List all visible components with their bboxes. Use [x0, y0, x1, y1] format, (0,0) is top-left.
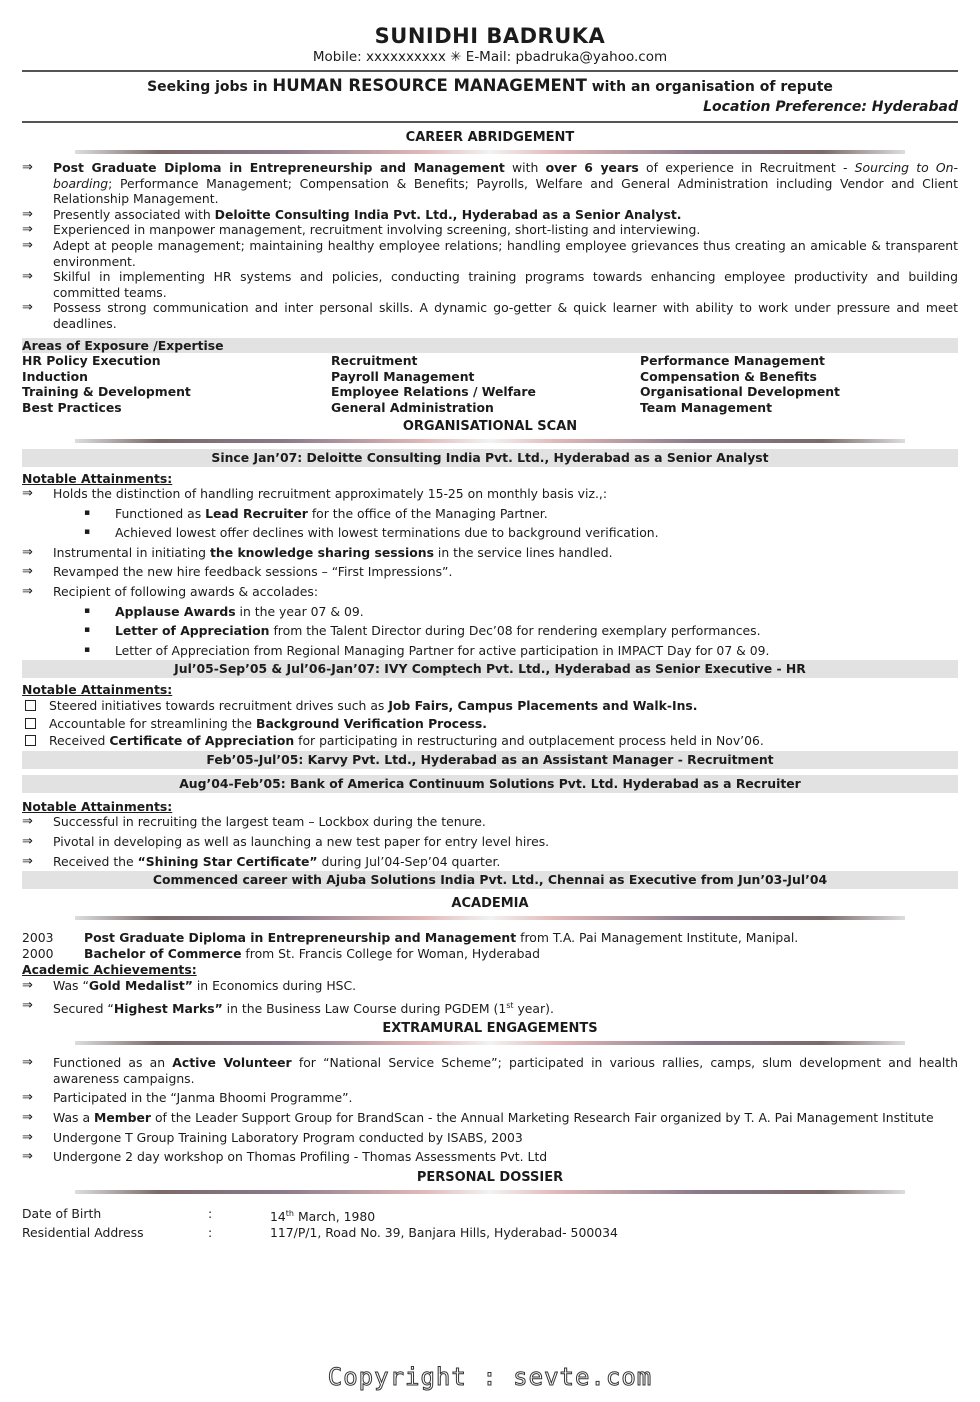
academia-text: in Economics during HSC. [192, 977, 357, 993]
career-text: Possess strong communication and inter personal skills. A dynamic go-getter & quick learner with ability to work under pressure and meet deadlines. [53, 300, 958, 331]
bullet-icon: ▪ [84, 527, 91, 538]
checkbox-icon [25, 735, 36, 746]
expertise-item: General Administration [331, 399, 494, 415]
academia-text: in the Business Law Course during PGDEM (1 [222, 1000, 507, 1016]
org-text: for the office of the Managing Partner. [307, 505, 548, 521]
extramural-text: of the Leader Support Group for BrandScan - the Annual Marketing Research Fair organized by T. A. Pai Management Institute [151, 1110, 934, 1126]
arrow-icon: ⇒ [22, 237, 33, 253]
academia-text: Highest Marks” [113, 1000, 223, 1016]
career-text: Skilful in implementing HR systems and policies, conducting training programs towards enhancing employee productivity and building committed teams. [53, 269, 958, 300]
arrow-icon: ⇒ [22, 160, 33, 175]
bullet-icon: ▪ [84, 644, 91, 655]
degree-row [22, 930, 958, 946]
org-text: “Shining Star Certificate” [137, 853, 318, 869]
expertise-item: Performance Management [640, 353, 825, 369]
org-text: Successful in recruiting the largest team – Lockbox during the tenure. [53, 814, 486, 830]
expertise-grid [22, 353, 958, 415]
career-text: ; Performance Management; Compensation & Benefits; Payrolls, Welfare and General Administration including Vendor and Client Relationship Management. [53, 175, 958, 207]
list-item [22, 1149, 958, 1165]
degree-year: 2000 [22, 945, 54, 961]
arrow-icon: ⇒ [22, 1149, 33, 1165]
arrow-icon: ⇒ [22, 977, 33, 993]
section-divider [75, 916, 905, 920]
contact-line: Mobile: xxxxxxxxxx ✳ E-Mail: pbadruka@yahoo.com [312, 49, 668, 65]
career-section-title: CAREER ABRIDGEMENT [405, 130, 575, 145]
bullet-icon: ▪ [84, 605, 91, 616]
expertise-item: Induction [22, 368, 88, 384]
list-item [22, 160, 958, 207]
org-text: Job Fairs, Campus Placements and Walk-Ins. [388, 698, 698, 714]
degree-year: 2003 [22, 930, 54, 946]
org-text: Applause Awards [115, 603, 236, 619]
sub-item [22, 643, 958, 659]
job-bar: Jul’05-Sep’05 & Jul’06-Jan’07: IVY Comptech Pvt. Ltd., Hyderabad as Senior Executive - HR [22, 660, 958, 678]
arrow-icon: ⇒ [22, 1055, 33, 1071]
academia-text: year). [513, 1000, 554, 1016]
dob-suffix: th [285, 1208, 294, 1218]
extramural-text: Undergone 2 day workshop on Thomas Profiling - Thomas Assessments Pvt. Ltd [53, 1149, 548, 1165]
dob-day: 14 [270, 1208, 286, 1224]
location-divider [22, 121, 958, 123]
dob-rest: March, 1980 [294, 1208, 376, 1224]
list-item [22, 854, 958, 870]
arrow-icon: ⇒ [22, 584, 33, 600]
extramural-text: Functioned as an [53, 1055, 173, 1071]
academia-text: Secured “ [53, 1000, 114, 1016]
org-text: Recipient of following awards & accolades: [53, 584, 319, 600]
checkbox-icon [25, 718, 36, 729]
arrow-icon: ⇒ [22, 853, 33, 869]
arrow-icon: ⇒ [22, 544, 33, 560]
notable-heading: Notable Attainments: [22, 798, 173, 814]
org-text: Lead Recruiter [205, 505, 308, 521]
degree-text: from St. Francis College for Woman, Hyderabad [241, 945, 540, 961]
header-divider [22, 70, 958, 72]
arrow-icon: ⇒ [22, 269, 33, 285]
arrow-icon: ⇒ [22, 222, 33, 238]
notable-heading: Notable Attainments: [22, 682, 173, 698]
org-text: for participating in restructuring and outplacement process held in Nov’06. [294, 733, 764, 749]
expertise-heading: Areas of Exposure /Expertise [22, 338, 958, 354]
section-divider [75, 1190, 905, 1194]
extramural-text: Participated in the “Janma Bhoomi Programme”. [53, 1090, 353, 1106]
career-text: over 6 years [545, 160, 639, 175]
list-item [22, 733, 958, 749]
career-text: Post Graduate Diploma in Entrepreneurship and Management [53, 160, 505, 175]
extramural-text: Active Volunteer [172, 1055, 292, 1071]
list-item [22, 1130, 958, 1146]
list-item [22, 1055, 958, 1086]
list-item [22, 207, 958, 223]
sub-item [22, 623, 958, 639]
org-text: Letter of Appreciation from Regional Managing Partner for active participation in IMPACT Day for 07 & 09. [115, 642, 770, 658]
extramural-text: Member [93, 1110, 152, 1126]
org-section-title: ORGANISATIONAL SCAN [402, 418, 578, 434]
arrow-icon: ⇒ [22, 834, 33, 849]
list-item [22, 814, 958, 830]
arrow-icon: ⇒ [22, 486, 33, 502]
org-text: Accountable for streamlining the [49, 715, 256, 731]
sub-item [22, 525, 958, 541]
job-bar: Commenced career with Ajuba Solutions India Pvt. Ltd., Chennai as Executive from Jun’03-Jul’04 [22, 871, 958, 889]
section-divider [75, 439, 905, 443]
org-text: Letter of Appreciation [115, 623, 270, 639]
candidate-name: SUNIDHI BADRUKA [374, 24, 606, 48]
org-text: the knowledge sharing sessions [209, 544, 434, 560]
org-text: in the year 07 & 09. [235, 603, 364, 619]
location-preference: Location Preference: Hyderabad [703, 99, 958, 115]
extramural-text: Undergone T Group Training Laboratory Program conducted by ISABS, 2003 [53, 1129, 523, 1145]
personal-section-title: PERSONAL DOSSIER [416, 1169, 564, 1185]
seeking-field: HUMAN RESOURCE MANAGEMENT [272, 76, 587, 95]
org-text: in the service lines handled. [433, 544, 613, 560]
org-text: Background Verification Process. [256, 715, 487, 731]
job-bar: Feb’05-Jul’05: Karvy Pvt. Ltd., Hyderabad as an Assistant Manager - Recruitment [22, 751, 958, 769]
list-item [22, 269, 958, 300]
org-text: Functioned as [115, 505, 206, 521]
job-bar: Since Jan’07: Deloitte Consulting India Pvt. Ltd., Hyderabad as a Senior Analyst [22, 449, 958, 467]
degree-name: Post Graduate Diploma in Entrepreneurship and Management [84, 930, 517, 946]
expertise-item: Training & Development [22, 384, 191, 400]
career-text: Adept at people management; maintaining healthy employee relations; handling employee grievances thus creating an amicable & transparent environment. [53, 237, 958, 269]
seeking-suffix: with an organisation of repute [586, 79, 833, 95]
org-text: Achieved lowest offer declines with lowest terminations due to background verification. [115, 525, 659, 541]
colon: : [208, 1224, 213, 1240]
checkbox-icon [25, 700, 36, 711]
expertise-item: Recruitment [331, 353, 418, 369]
resume-page [22, 0, 958, 1240]
org-text: Certificate of Appreciation [109, 733, 295, 749]
arrow-icon: ⇒ [22, 206, 33, 222]
academia-text: Gold Medalist” [88, 977, 193, 993]
section-divider [75, 1041, 905, 1045]
degree-row [22, 946, 958, 962]
org-text: Revamped the new hire feedback sessions – “First Impressions”. [53, 564, 453, 580]
dob-label: Date of Birth [22, 1205, 102, 1221]
arrow-icon: ⇒ [22, 1110, 33, 1126]
sub-item [22, 604, 958, 620]
org-text: Steered initiatives towards recruitment drives such as [49, 698, 389, 714]
sub-item [22, 506, 958, 522]
list-item [22, 998, 958, 1017]
org-text: during Jul’04-Sep’04 quarter. [317, 853, 501, 869]
expertise-item: Compensation & Benefits [640, 368, 817, 384]
expertise-item: Employee Relations / Welfare [331, 384, 536, 400]
degree-text: from T.A. Pai Management Institute, Manipal. [516, 930, 799, 946]
address-label: Residential Address [22, 1224, 144, 1240]
arrow-icon: ⇒ [22, 1129, 33, 1145]
arrow-icon: ⇒ [22, 1090, 33, 1106]
career-text: Deloitte Consulting India Pvt. Ltd., Hyderabad as a Senior Analyst. [214, 206, 682, 222]
bullet-icon: ▪ [84, 507, 91, 518]
list-item [22, 716, 958, 732]
org-text: Instrumental in initiating [53, 544, 210, 560]
academia-text: Was “ [53, 977, 89, 993]
expertise-item: Best Practices [22, 399, 122, 415]
seeking-line [22, 76, 958, 97]
arrow-icon: ⇒ [22, 564, 33, 580]
academia-section-title: ACADEMIA [451, 896, 529, 912]
org-text: Received the [53, 853, 138, 869]
academic-achievements-heading: Academic Achievements: [22, 962, 197, 978]
academia-text: st [506, 1000, 514, 1010]
arrow-icon: ⇒ [22, 814, 33, 830]
list-item [22, 222, 958, 238]
job-bar: Aug’04-Feb’05: Bank of America Continuum Solutions Pvt. Ltd. Hyderabad as a Recruiter [22, 775, 958, 793]
career-text: with [504, 160, 546, 175]
section-divider [75, 150, 905, 154]
extramural-text: Was a [53, 1110, 94, 1126]
notable-heading: Notable Attainments: [22, 470, 173, 486]
list-item [22, 834, 958, 850]
list-item [22, 545, 958, 561]
career-text: Sourcing to On-boarding [53, 160, 958, 191]
list-item [22, 584, 958, 600]
list-item [22, 698, 958, 714]
degree-name: Bachelor of Commerce [84, 945, 242, 961]
dob-value [270, 1206, 958, 1225]
org-text: Holds the distinction of handling recruitment approximately 15-25 on monthly basis viz.,: [53, 486, 608, 502]
seeking-prefix: Seeking jobs in [147, 79, 273, 95]
expertise-item: Payroll Management [331, 368, 475, 384]
org-text: from the Talent Director during Dec’08 for rendering exemplary performances. [269, 623, 761, 639]
list-item [22, 238, 958, 269]
list-item [22, 564, 958, 580]
expertise-item: Organisational Development [640, 384, 840, 400]
list-item [22, 978, 958, 994]
expertise-item: HR Policy Execution [22, 353, 161, 369]
org-text: Received [49, 733, 110, 749]
list-item [22, 300, 958, 331]
arrow-icon: ⇒ [22, 997, 33, 1013]
expertise-item: Team Management [640, 399, 773, 415]
personal-details [22, 1206, 958, 1240]
extramural-section-title: EXTRAMURAL ENGAGEMENTS [382, 1021, 598, 1037]
career-text: Experienced in manpower management, recruitment involving screening, short-listing and interviewing. [53, 222, 701, 238]
extramural-text: for “National Service Scheme”; participated in various rallies, camps, slum development and health awareness campaigns. [53, 1055, 958, 1086]
career-text: of experience in Recruitment - [638, 160, 855, 175]
address-value: 117/P/1, Road No. 39, Banjara Hills, Hyderabad- 500034 [270, 1224, 618, 1240]
bullet-icon: ▪ [84, 625, 91, 636]
career-text: Presently associated with [53, 206, 215, 222]
copyright-watermark: Copyright : sevte.com [327, 1363, 653, 1391]
arrow-icon: ⇒ [22, 300, 33, 316]
colon: : [208, 1205, 213, 1221]
list-item [22, 486, 958, 502]
list-item [22, 1110, 958, 1126]
list-item [22, 1090, 958, 1106]
org-text: Pivotal in developing as well as launching a new test paper for entry level hires. [53, 834, 550, 849]
